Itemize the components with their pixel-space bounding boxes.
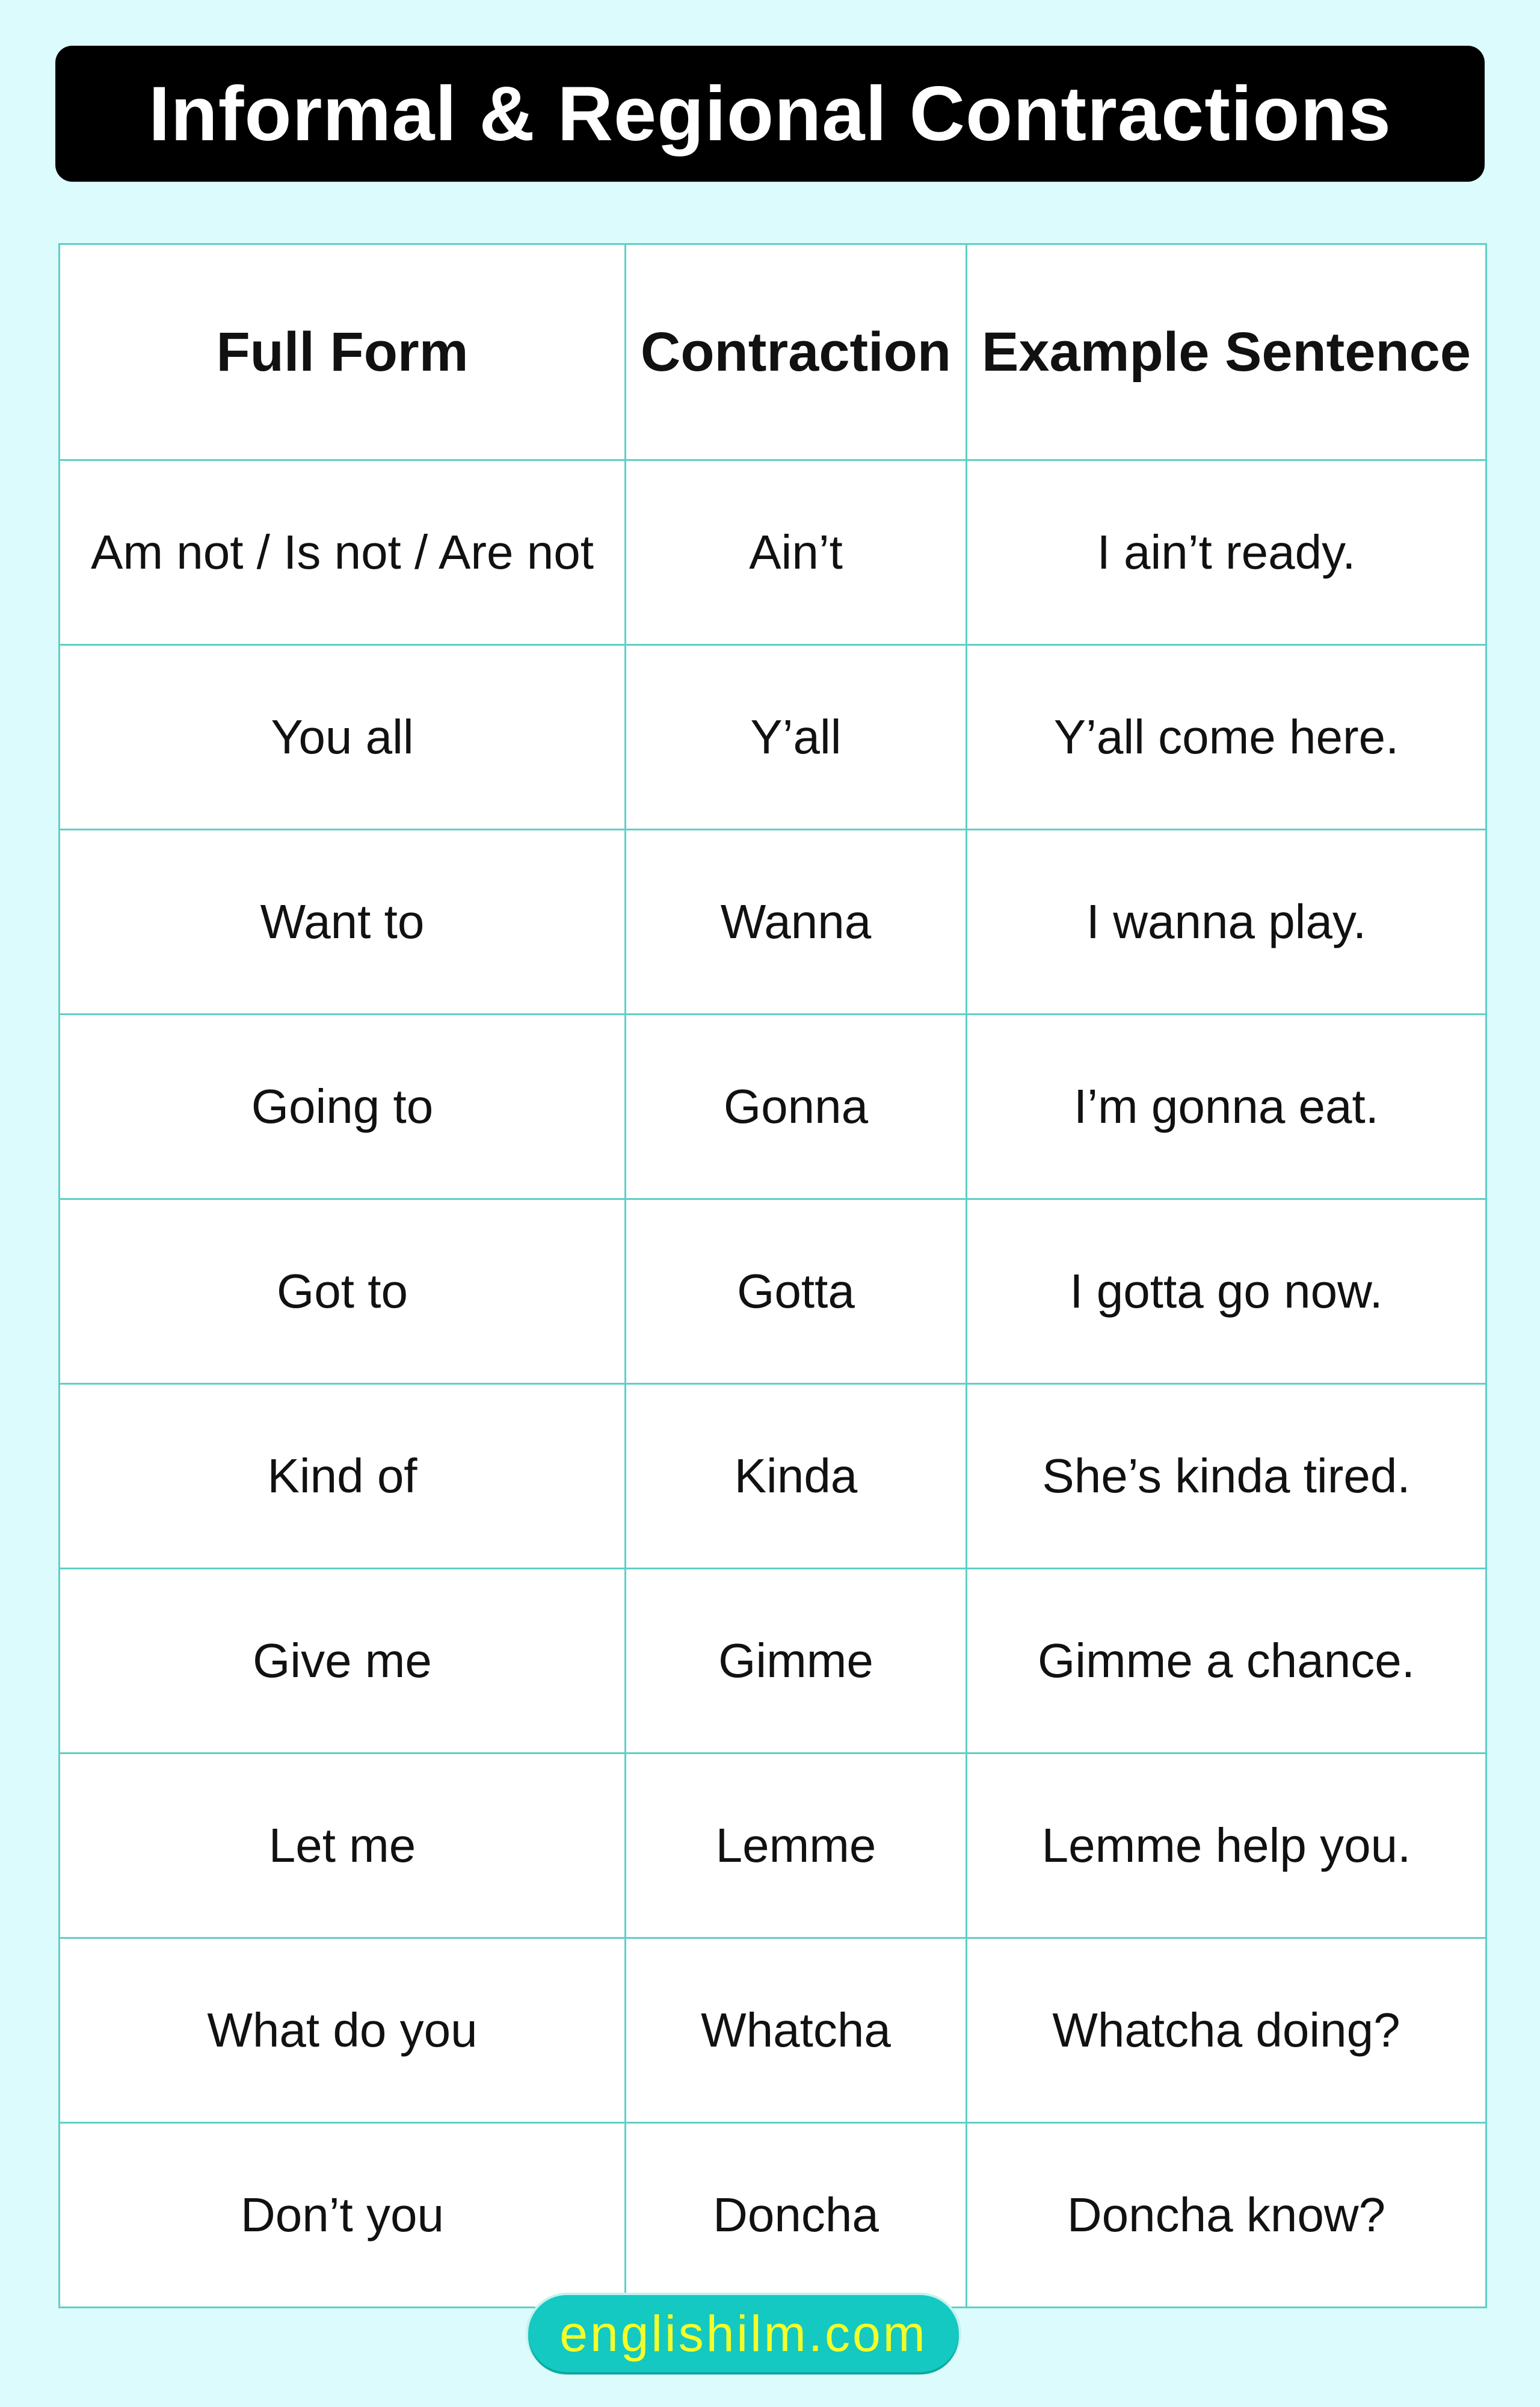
table-header-row — [60, 244, 1486, 460]
contractions-table-container — [58, 243, 1485, 2289]
full-form-cell: Give me — [60, 1569, 626, 1753]
example-sentence-cell: I gotta go now. — [967, 1199, 1486, 1384]
table-row — [60, 1753, 1486, 1938]
full-form-cell: Let me — [60, 1753, 626, 1938]
example-sentence-cell: She’s kinda tired. — [967, 1384, 1486, 1569]
website-url: englishilm.com — [559, 2305, 928, 2362]
example-sentence-cell: Whatcha doing? — [967, 1938, 1486, 2123]
full-form-cell: Kind of — [60, 1384, 626, 1569]
contraction-cell: Doncha — [626, 2123, 967, 2308]
title-banner — [55, 46, 1485, 182]
example-sentence-cell: Doncha know? — [967, 2123, 1486, 2308]
table-row — [60, 1015, 1486, 1199]
contraction-cell: Wanna — [626, 830, 967, 1015]
contraction-cell: Whatcha — [626, 1938, 967, 2123]
table-row — [60, 460, 1486, 645]
example-sentence-cell: I ain’t ready. — [967, 460, 1486, 645]
table-row — [60, 1938, 1486, 2123]
contraction-cell: Gimme — [626, 1569, 967, 1753]
example-sentence-cell: Y’all come here. — [967, 645, 1486, 830]
contraction-cell: Lemme — [626, 1753, 967, 1938]
full-form-cell: You all — [60, 645, 626, 830]
website-badge — [528, 2295, 959, 2372]
full-form-cell: Don’t you — [60, 2123, 626, 2308]
full-form-cell: Am not / Is not / Are not — [60, 460, 626, 645]
table-row — [60, 1569, 1486, 1753]
example-sentence-cell: Gimme a chance. — [967, 1569, 1486, 1753]
table-row — [60, 645, 1486, 830]
contractions-table — [58, 243, 1487, 2308]
contraction-cell: Ain’t — [626, 460, 967, 645]
example-sentence-cell: Lemme help you. — [967, 1753, 1486, 1938]
example-sentence-cell: I’m gonna eat. — [967, 1015, 1486, 1199]
table-row — [60, 2123, 1486, 2308]
contraction-cell: Kinda — [626, 1384, 967, 1569]
table-row — [60, 1384, 1486, 1569]
table-row — [60, 830, 1486, 1015]
column-header-full-form: Full Form — [60, 244, 626, 460]
contraction-cell: Gotta — [626, 1199, 967, 1384]
column-header-example-sentence: Example Sentence — [967, 244, 1486, 460]
contraction-cell: Y’all — [626, 645, 967, 830]
page-title: Informal & Regional Contractions — [149, 70, 1391, 157]
full-form-cell: Got to — [60, 1199, 626, 1384]
full-form-cell: What do you — [60, 1938, 626, 2123]
example-sentence-cell: I wanna play. — [967, 830, 1486, 1015]
full-form-cell: Going to — [60, 1015, 626, 1199]
column-header-contraction: Contraction — [626, 244, 967, 460]
contraction-cell: Gonna — [626, 1015, 967, 1199]
full-form-cell: Want to — [60, 830, 626, 1015]
table-row — [60, 1199, 1486, 1384]
